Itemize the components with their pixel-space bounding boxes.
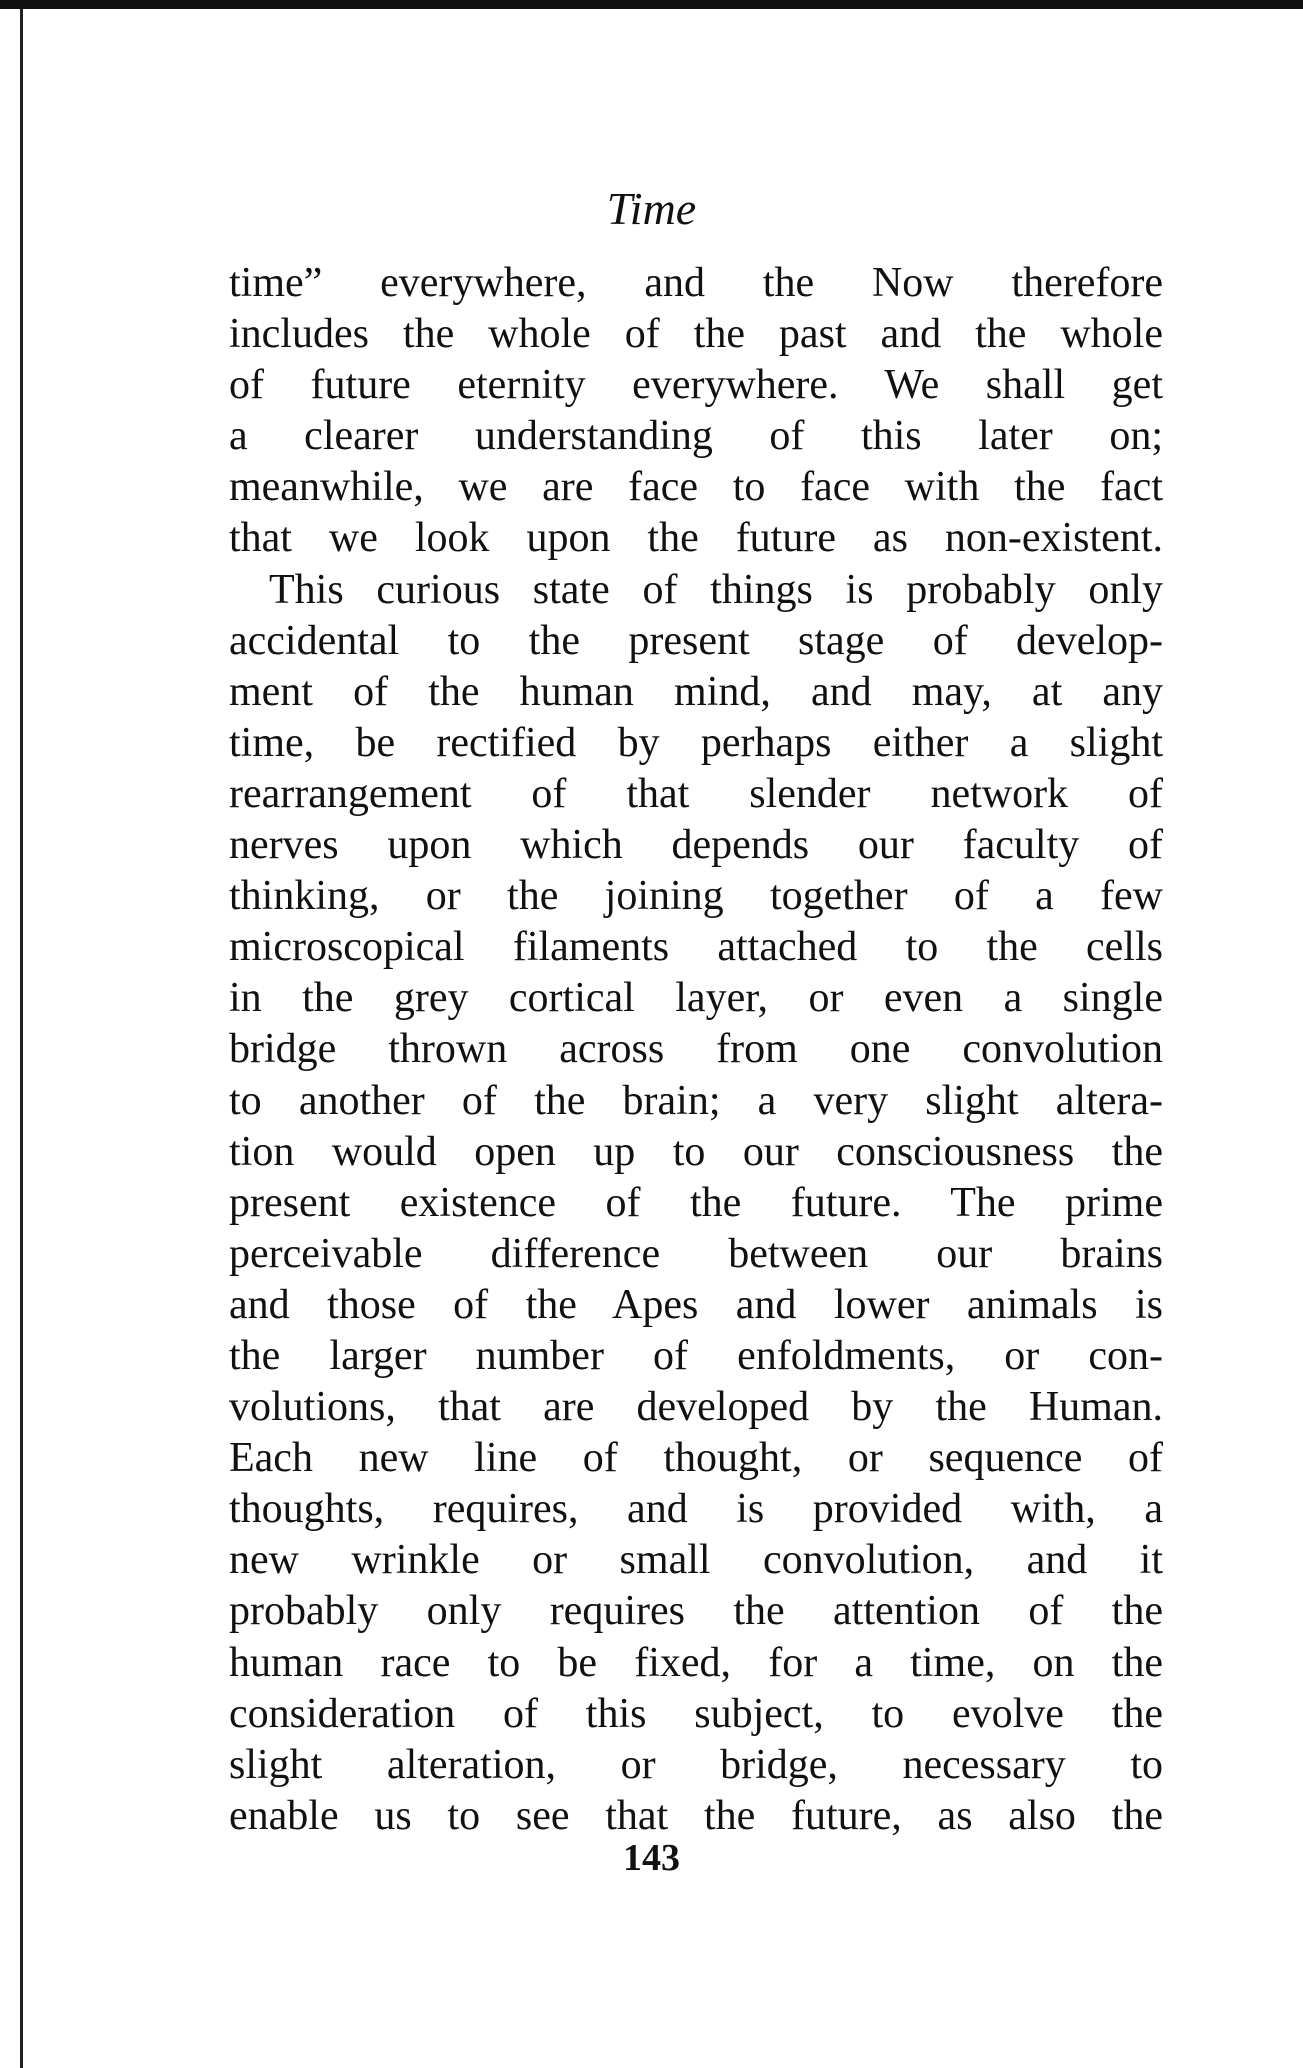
text-line: ment of the human mind, and may, at any (229, 668, 1163, 715)
text-line: the larger number of enfoldments, or con- (229, 1332, 1163, 1379)
text-line: of future eternity everywhere. We shall get (229, 362, 1163, 409)
text-line: present existence of the future. The prime (229, 1179, 1163, 1226)
text-line: accidental to the present stage of develop- (229, 617, 1163, 664)
text-line: This curious state of things is probably only (269, 566, 1163, 613)
text-line: thoughts, requires, and is provided with, a (229, 1486, 1163, 1533)
text-line: perceivable difference between our brains (229, 1230, 1163, 1277)
text-line: time, be rectified by perhaps either a slight (229, 719, 1163, 766)
text-line: volutions, that are developed by the Human. (229, 1384, 1163, 1431)
text-line: consideration of this subject, to evolve the (229, 1690, 1163, 1737)
text-line: enable us to see that the future, as also the (229, 1792, 1163, 1839)
text-line: probably only requires the attention of the (229, 1588, 1163, 1635)
text-line: new wrinkle or small convolution, and it (229, 1537, 1163, 1584)
page-left-edge (20, 9, 23, 2068)
text-line: that we look upon the future as non-existent. (229, 515, 1163, 562)
text-line: in the grey cortical layer, or even a single (229, 975, 1163, 1022)
text-line: human race to be fixed, for a time, on the (229, 1639, 1163, 1686)
text-line: tion would open up to our consciousness the (229, 1128, 1163, 1175)
text-line: microscopical filaments attached to the cells (229, 924, 1163, 971)
text-line: meanwhile, we are face to face with the fact (229, 464, 1163, 511)
running-head: Time (606, 183, 697, 234)
page-number: 143 (623, 1837, 680, 1879)
text-line: to another of the brain; a very slight altera- (229, 1077, 1163, 1124)
text-line: slight alteration, or bridge, necessary to (229, 1741, 1163, 1788)
page-top-edge (0, 0, 1303, 9)
text-line: time” everywhere, and the Now therefore (229, 260, 1163, 306)
text-line: bridge thrown across from one convolution (229, 1026, 1163, 1073)
text-line: nerves upon which depends our faculty of (229, 822, 1163, 869)
text-line: rearrangement of that slender network of (229, 770, 1163, 817)
body-text (229, 258, 1163, 1842)
text-line: thinking, or the joining together of a few (229, 873, 1163, 920)
text-line: Each new line of thought, or sequence of (229, 1435, 1163, 1482)
text-line: and those of the Apes and lower animals is (229, 1281, 1163, 1328)
text-line: a clearer understanding of this later on; (229, 413, 1163, 460)
text-line: includes the whole of the past and the whole (229, 311, 1163, 358)
